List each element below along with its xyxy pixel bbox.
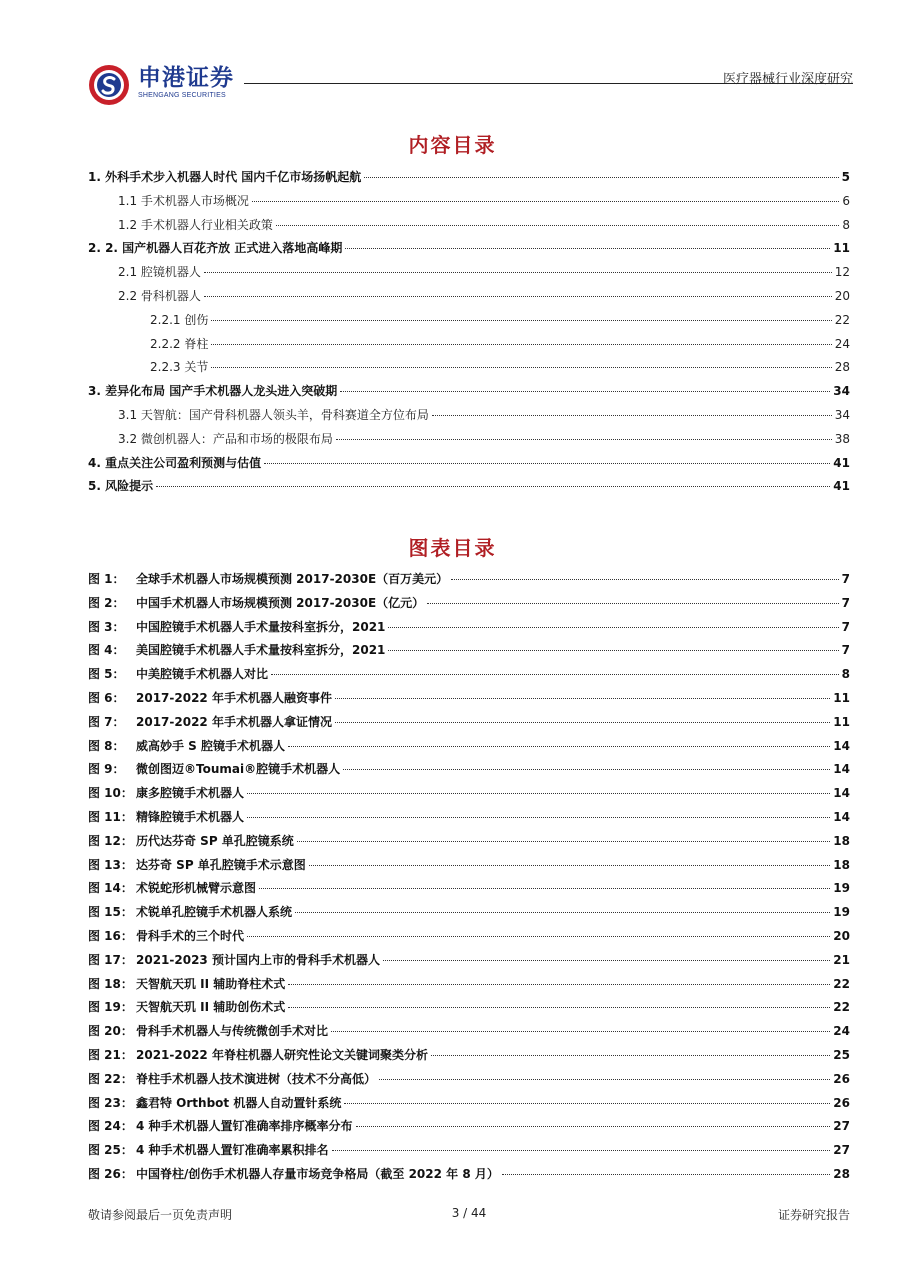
toc-entry-label: 1.2 手术机器人行业相关政策 <box>118 217 273 232</box>
toc-entry[interactable] <box>88 430 850 454</box>
figure-entry-label: 中国脊柱/创伤手术机器人存量市场竞争格局（截至 2022 年 8 月） <box>136 1166 499 1181</box>
dot-leader <box>247 817 830 818</box>
figure-entry[interactable] <box>88 808 850 832</box>
figure-entry-label: 天智航天玑 II 辅助脊柱术式 <box>136 976 286 991</box>
figure-entry-number: 图 3： <box>88 619 125 634</box>
shengang-logo-icon <box>88 64 130 106</box>
figure-entry-number: 图 13： <box>88 857 133 872</box>
dot-leader <box>340 391 830 392</box>
figure-entry-number: 图 17： <box>88 952 133 967</box>
figure-entry-number: 图 22： <box>88 1071 133 1086</box>
figure-entry-page: 14 <box>833 786 850 801</box>
toc-entry-page: 20 <box>834 288 850 303</box>
toc-entry[interactable] <box>88 454 850 478</box>
dot-leader <box>156 486 830 487</box>
figure-entry-number: 图 16： <box>88 928 133 943</box>
figure-entry[interactable] <box>88 1117 850 1141</box>
figure-entry-number: 图 21： <box>88 1047 133 1062</box>
dot-leader <box>432 415 832 416</box>
toc-entry-page: 34 <box>833 384 850 399</box>
dot-leader <box>356 1126 831 1127</box>
figure-entry[interactable] <box>88 737 850 761</box>
toc-entry-label: 1. 外科手术步入机器人时代 国内千亿市场扬帆起航 <box>88 170 362 184</box>
dot-leader <box>211 367 831 368</box>
figure-entry-number: 图 12： <box>88 833 133 848</box>
toc-entry[interactable] <box>88 477 850 501</box>
figure-entry[interactable] <box>88 713 850 737</box>
figure-entry[interactable] <box>88 975 850 999</box>
figure-entry-label: 2017-2022 年手术机器人融资事件 <box>136 690 332 705</box>
figure-entry-page: 19 <box>833 905 850 920</box>
figure-entry-page: 25 <box>833 1047 850 1062</box>
figure-entry-page: 7 <box>841 572 850 586</box>
figure-entry-page: 24 <box>833 1024 850 1039</box>
figure-entry-number: 图 2： <box>88 595 125 610</box>
figure-entry-page: 18 <box>833 857 850 872</box>
figure-entry-number: 图 23： <box>88 1095 133 1110</box>
figure-entry-number: 图 6： <box>88 690 125 705</box>
figure-entry-label: 中美腔镜手术机器人对比 <box>136 667 269 682</box>
logo-name-cn: 申港证券 <box>138 65 234 91</box>
dot-leader <box>451 579 838 580</box>
figure-entry-label: 中国腔镜手术机器人手术量按科室拆分，2021 <box>136 619 386 634</box>
figure-entry-page: 8 <box>841 667 850 682</box>
dot-leader <box>335 722 830 723</box>
page-header <box>88 60 853 110</box>
figure-entry-number: 图 9： <box>88 762 125 777</box>
figure-entry-label: 中国手术机器人市场规模预测 2017-2030E（亿元） <box>136 595 425 610</box>
dot-leader <box>335 698 830 699</box>
toc-entry[interactable] <box>88 216 850 240</box>
dot-leader <box>297 841 831 842</box>
figure-entry-label: 2021-2022 年脊柱机器人研究性论文关键词聚类分析 <box>136 1047 428 1062</box>
toc-entry-label: 2.2.1 创伤 <box>150 312 209 327</box>
figure-entry-page: 7 <box>841 595 850 610</box>
figure-entry-page: 11 <box>833 714 850 729</box>
figure-entry[interactable] <box>88 665 850 689</box>
figure-entry-number: 图 10： <box>88 786 133 801</box>
dot-leader <box>247 793 830 794</box>
toc-entry-label: 2. 2. 国产机器人百花齐放 正式进入落地高峰期 <box>88 241 343 256</box>
figure-entry-label: 微创图迈®Toumai®腔镜手术机器人 <box>136 762 341 777</box>
figure-entry-page: 26 <box>833 1095 850 1110</box>
figure-entry-label: 4 种手术机器人置钉准确率累积排名 <box>136 1143 329 1158</box>
figure-entry[interactable] <box>88 927 850 951</box>
toc-entry[interactable] <box>88 311 850 335</box>
toc-entry[interactable] <box>88 287 850 311</box>
toc-entry-page: 12 <box>834 265 850 280</box>
logo-wordmark <box>138 64 234 99</box>
figure-entry-page: 14 <box>833 762 850 777</box>
figure-entry-page: 28 <box>833 1166 850 1181</box>
figure-entry-label: 术锐蛇形机械臂示意图 <box>136 881 257 896</box>
dot-leader <box>383 960 830 961</box>
figure-entry[interactable] <box>88 594 850 618</box>
toc-entry[interactable] <box>88 239 850 263</box>
toc-entry-label: 1.1 手术机器人市场概况 <box>118 193 249 208</box>
figure-entry[interactable] <box>88 1070 850 1094</box>
dot-leader <box>388 627 838 628</box>
figure-entry-page: 14 <box>833 809 850 824</box>
figure-entry[interactable] <box>88 1165 850 1189</box>
figure-entry-label: 术锐单孔腔镜手术机器人系统 <box>136 905 293 920</box>
toc-entry-page: 6 <box>842 193 850 208</box>
figure-entry-label: 2021-2023 预计国内上市的骨科手术机器人 <box>136 952 380 967</box>
toc-entry-page: 5 <box>841 170 850 184</box>
figure-entry-page: 26 <box>833 1071 850 1086</box>
toc-entry-page: 8 <box>842 217 850 232</box>
toc-entry-page: 28 <box>834 360 850 375</box>
toc-entry-label: 4. 重点关注公司盈利预测与估值 <box>88 455 262 470</box>
figure-entry[interactable] <box>88 903 850 927</box>
dot-leader <box>379 1079 830 1080</box>
toc-entry[interactable] <box>88 192 850 216</box>
logo-name-en: SHENGANG SECURITIES <box>138 92 226 99</box>
figure-entry-page: 7 <box>841 619 850 634</box>
dot-leader <box>259 888 830 889</box>
figures-title: 图表目录 <box>408 536 497 560</box>
dot-leader <box>344 1103 830 1104</box>
figure-entry-page: 21 <box>833 952 850 967</box>
figure-entry[interactable] <box>88 1094 850 1118</box>
dot-leader <box>332 1150 831 1151</box>
figure-entry-page: 22 <box>833 1000 850 1015</box>
figure-entry[interactable] <box>88 1046 850 1070</box>
dot-leader <box>288 984 830 985</box>
figure-entry-label: 历代达芬奇 SP 单孔腔镜系统 <box>136 833 294 848</box>
figure-entry-number: 图 8： <box>88 738 125 753</box>
toc-entry-page: 34 <box>834 407 850 422</box>
dot-leader <box>276 225 839 226</box>
toc-entry[interactable] <box>88 358 850 382</box>
figure-entry[interactable] <box>88 998 850 1022</box>
dot-leader <box>204 296 832 297</box>
figures-list <box>88 570 850 1189</box>
figure-entry-label: 4 种手术机器人置钉准确率排序概率分布 <box>136 1119 353 1134</box>
figure-entry[interactable] <box>88 856 850 880</box>
figure-entry[interactable] <box>88 1141 850 1165</box>
toc-entry[interactable] <box>88 263 850 287</box>
toc-entry-label: 5. 风险提示 <box>88 479 154 494</box>
toc-entry-label: 3.1 天智航：国产骨科机器人领头羊，骨科赛道全方位布局 <box>118 407 429 422</box>
figure-entry-label: 鑫君特 Orthbot 机器人自动置针系统 <box>136 1095 342 1110</box>
figure-entry-number: 图 7： <box>88 714 125 729</box>
figure-entry[interactable] <box>88 879 850 903</box>
figure-entry[interactable] <box>88 641 850 665</box>
toc-entry-page: 41 <box>833 455 850 470</box>
figure-entry-label: 骨科手术的三个时代 <box>136 928 245 943</box>
toc-entry-label: 2.2.2 脊柱 <box>150 336 209 351</box>
dot-leader <box>204 272 832 273</box>
dot-leader <box>295 912 830 913</box>
toc-entry-label: 3.2 微创机器人：产品和市场的极限布局 <box>118 431 333 446</box>
disclaimer-note: 敬请参阅最后一页免责声明 <box>88 1208 233 1222</box>
report-type: 医疗器械行业深度研究 <box>722 72 853 87</box>
page-footer <box>88 1206 850 1222</box>
toc-entry-label: 2.2 骨科机器人 <box>118 288 201 303</box>
dot-leader <box>345 248 830 249</box>
dot-leader <box>388 650 838 651</box>
figure-entry-number: 图 14： <box>88 881 133 896</box>
dot-leader <box>252 201 839 202</box>
figure-entry[interactable] <box>88 1022 850 1046</box>
figure-entry-page: 11 <box>833 690 850 705</box>
figure-entry-label: 康多腔镜手术机器人 <box>136 786 245 801</box>
dot-leader <box>211 320 831 321</box>
figure-entry-label: 威高妙手 S 腔镜手术机器人 <box>136 738 285 753</box>
dot-leader <box>271 674 839 675</box>
figure-entry[interactable] <box>88 689 850 713</box>
report-label: 证券研究报告 <box>777 1208 850 1222</box>
dot-leader <box>502 1174 830 1175</box>
toc-entry-page: 22 <box>834 312 850 327</box>
figure-entry-label: 美国腔镜手术机器人手术量按科室拆分，2021 <box>136 643 386 658</box>
toc-entry-page: 24 <box>834 336 850 351</box>
toc-title: 内容目录 <box>408 133 497 157</box>
figure-entry-page: 18 <box>833 833 850 848</box>
dot-leader <box>331 1031 830 1032</box>
figure-entry[interactable] <box>88 784 850 808</box>
header-divider <box>244 83 853 84</box>
figure-entry-label: 脊柱手术机器人技术演进树（技术不分高低） <box>136 1071 377 1086</box>
toc-entry-page: 38 <box>834 431 850 446</box>
dot-leader <box>211 344 831 345</box>
figure-entry[interactable] <box>88 832 850 856</box>
figure-entry-label: 2017-2022 年手术机器人拿证情况 <box>136 714 332 729</box>
figure-entry-number: 图 5： <box>88 667 125 682</box>
toc-entry-label: 2.1 腔镜机器人 <box>118 265 201 280</box>
figure-entry[interactable] <box>88 760 850 784</box>
dot-leader <box>343 769 830 770</box>
figure-entry-page: 27 <box>833 1143 850 1158</box>
figure-entry-number: 图 1： <box>88 572 125 586</box>
toc-entry[interactable] <box>88 335 850 359</box>
toc-entry[interactable] <box>88 382 850 406</box>
figure-entry-number: 图 26： <box>88 1166 133 1181</box>
dot-leader <box>288 1007 830 1008</box>
figure-entry-page: 7 <box>841 643 850 658</box>
dot-leader <box>364 177 838 178</box>
toc-entry-label: 2.2.3 关节 <box>150 360 209 375</box>
figure-entry-number: 图 19： <box>88 1000 133 1015</box>
toc-entry[interactable] <box>88 406 850 430</box>
figure-entry-page: 14 <box>833 738 850 753</box>
toc-list <box>88 168 850 501</box>
dot-leader <box>288 746 830 747</box>
figure-entry-label: 达芬奇 SP 单孔腔镜手术示意图 <box>136 857 306 872</box>
figure-entry-page: 19 <box>833 881 850 896</box>
figure-entry-number: 图 20： <box>88 1024 133 1039</box>
figure-entry-number: 图 24： <box>88 1119 133 1134</box>
dot-leader <box>264 463 830 464</box>
figure-entry-number: 图 15： <box>88 905 133 920</box>
dot-leader <box>431 1055 830 1056</box>
toc-entry-label: 3. 差异化布局 国产手术机器人龙头进入突破期 <box>88 384 338 399</box>
toc-entry[interactable] <box>88 168 850 192</box>
figure-entry-page: 20 <box>833 928 850 943</box>
figure-entry-number: 图 11： <box>88 809 133 824</box>
figure-entry-number: 图 25： <box>88 1143 133 1158</box>
figure-entry-number: 图 18： <box>88 976 133 991</box>
page-indicator: 3 / 44 <box>451 1206 487 1220</box>
toc-entry-page: 11 <box>833 241 850 256</box>
figure-entry-label: 精锋腔镜手术机器人 <box>136 809 245 824</box>
figure-entry-label: 骨科手术机器人与传统微创手术对比 <box>136 1024 329 1039</box>
figure-entry-label: 全球手术机器人市场规模预测 2017-2030E（百万美元） <box>136 572 449 586</box>
figure-entry[interactable] <box>88 951 850 975</box>
dot-leader <box>336 439 832 440</box>
dot-leader <box>247 936 830 937</box>
figure-entry[interactable] <box>88 618 850 642</box>
dot-leader <box>427 603 838 604</box>
figure-entry-label: 天智航天玑 II 辅助创伤术式 <box>136 1000 286 1015</box>
dot-leader <box>309 865 831 866</box>
toc-entry-page: 41 <box>833 479 850 494</box>
figure-entry-page: 27 <box>833 1119 850 1134</box>
figure-entry-page: 22 <box>833 976 850 991</box>
figure-entry-number: 图 4： <box>88 643 125 658</box>
figure-entry[interactable] <box>88 570 850 594</box>
